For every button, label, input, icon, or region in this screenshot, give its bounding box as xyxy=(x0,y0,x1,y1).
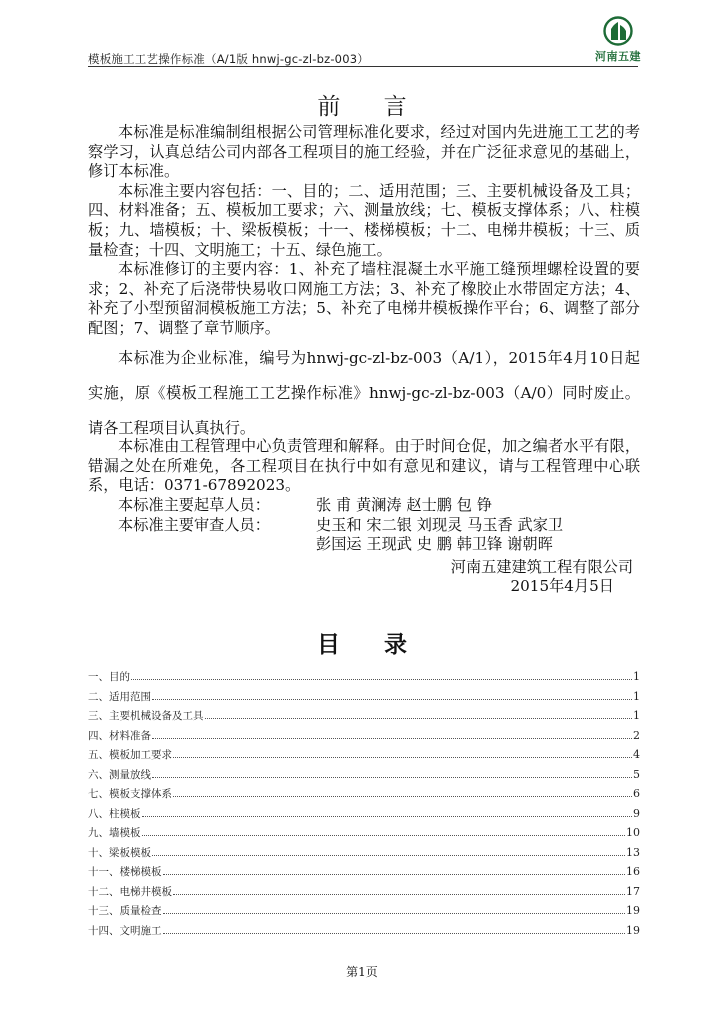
toc-entry[interactable] xyxy=(88,864,640,884)
table-of-contents xyxy=(88,669,640,942)
preface-paragraph: 本标准为企业标准，编号为hnwj-gc-zl-bz-003（A/1），2015年4月10日起实施，原《模板工程施工工艺操作标准》hnwj-gc-zl-bz-003（A/0）同时废止。请各工程项目认真执行。 xyxy=(88,349,640,437)
preface-contact xyxy=(88,437,640,496)
toc-entry-title: 三、主要机械设备及工具 xyxy=(88,710,204,722)
toc-entry-title: 九、墙模板 xyxy=(88,827,141,839)
preface-paragraph: 本标准由工程管理中心负责管理和解释。由于时间仓促，加之编者水平有限，错漏之处在所难免，各工程项目在执行中如有意见和建议，请与工程管理中心联系，电话：0371-67892023。 xyxy=(88,437,640,495)
toc-entry-title: 六、测量放线 xyxy=(88,768,151,781)
toc-entry-title: 四、材料准备 xyxy=(88,729,151,742)
toc-entry[interactable] xyxy=(88,923,640,943)
toc-entry[interactable] xyxy=(88,806,640,826)
toc-entry[interactable] xyxy=(88,825,640,845)
toc-entry-page: 9 xyxy=(633,806,640,820)
reviewers-names-line-2: 彭国运 王现武 史 鹏 韩卫锋 谢朝晖 xyxy=(316,535,553,554)
reviewers-label: 本标准主要审查人员： xyxy=(118,515,270,534)
preface-body xyxy=(88,123,640,339)
toc-entry[interactable] xyxy=(88,728,640,748)
toc-entry-page: 1 xyxy=(633,689,640,703)
preface-heading: 前 言 xyxy=(317,94,425,120)
drafters-names: 张 甫 黄澜涛 赵士鹏 包 铮 xyxy=(316,496,493,514)
toc-entry-page: 1 xyxy=(633,670,640,683)
toc-entry[interactable] xyxy=(88,903,640,923)
preface-paragraph: 本标准修订的主要内容：1、补充了墙柱混凝土水平施工缝预埋螺栓设置的要求；2、补充了后浇带快易收口网施工方法；3、补充了橡胶止水带固定方法；4、补充了小型预留洞模板施工方法；5、补充了电梯井模板操作平台；6、调整了部分配图；7、调整了章节顺序。 xyxy=(88,260,640,337)
toc-entry-page: 1 xyxy=(633,709,640,722)
toc-entry-title: 十二、电梯井模板 xyxy=(88,885,172,898)
toc-entry[interactable] xyxy=(88,845,640,865)
reviewers-row xyxy=(88,516,640,536)
toc-entry-title: 十、梁板模板 xyxy=(88,846,151,859)
toc-entry-page: 16 xyxy=(626,865,640,878)
drafters-row xyxy=(88,496,640,516)
toc-entry-page: 2 xyxy=(633,728,640,742)
company-logo-text: 河南五建 xyxy=(595,50,641,63)
toc-entry[interactable] xyxy=(88,669,640,689)
toc-entry-page: 19 xyxy=(626,923,640,937)
toc-entry[interactable] xyxy=(88,708,640,728)
toc-entry-page: 5 xyxy=(633,767,640,781)
toc-entry[interactable] xyxy=(88,689,640,709)
toc-entry-title: 二、适用范围 xyxy=(88,690,151,703)
company-logo-icon xyxy=(601,16,635,46)
toc-entry-title: 十三、质量检查 xyxy=(88,905,162,917)
toc-entry-title: 七、模板支撑体系 xyxy=(88,788,172,800)
toc-entry[interactable] xyxy=(88,767,640,787)
reviewers-names-line-1: 史玉和 宋二银 刘现灵 马玉香 武家卫 xyxy=(316,515,564,534)
toc-entry[interactable] xyxy=(88,786,640,806)
toc-entry-page: 10 xyxy=(626,826,640,839)
document-header-title: 模板施工工艺操作标准（A/1版 hnwj-gc-zl-bz-003） xyxy=(88,52,369,66)
toc-entry-page: 6 xyxy=(633,787,640,800)
reviewers-row-continued xyxy=(88,535,640,555)
toc-entry[interactable] xyxy=(88,884,640,904)
preface-paragraph: 本标准是标准编制组根据公司管理标准化要求，经过对国内先进施工工艺的考察学习，认真总结公司内部各工程项目的施工经验，并在广泛征求意见的基础上，修订本标准。 xyxy=(88,123,640,181)
toc-entry-title: 八、柱模板 xyxy=(88,807,141,820)
toc-entry-title: 一、目的 xyxy=(88,671,130,683)
toc-entry-page: 17 xyxy=(626,884,640,898)
drafters-label: 本标准主要起草人员： xyxy=(118,496,270,514)
preface-standard-number xyxy=(88,341,640,446)
toc-entry-title: 五、模板加工要求 xyxy=(88,749,172,761)
company-name: 河南五建建筑工程有限公司 xyxy=(450,558,633,576)
page-number: 第1页 xyxy=(346,965,378,979)
staff-list xyxy=(88,496,640,555)
toc-entry[interactable] xyxy=(88,747,640,767)
toc-entry-page: 19 xyxy=(626,904,640,917)
toc-entry-page: 13 xyxy=(626,845,640,859)
company-logo xyxy=(592,16,644,64)
toc-heading: 目 录 xyxy=(316,631,425,658)
preface-paragraph: 本标准主要内容包括：一、目的；二、适用范围；三、主要机械设备及工具；四、材料准备；五、模板加工要求；六、测量放线；七、模板支撑体系；八、柱模板；九、墙模板；十、梁板模板；十一、楼梯模板；十二、电梯井模板；十三、质量检查；十四、文明施工；十五、绿色施工。 xyxy=(88,181,640,259)
toc-entry-title: 十一、楼梯模板 xyxy=(88,866,162,878)
toc-entry-title: 十四、文明施工 xyxy=(88,924,162,937)
toc-entry-page: 4 xyxy=(633,748,640,761)
issue-date: 2015年4月5日 xyxy=(510,577,614,595)
header-rule xyxy=(88,66,638,67)
